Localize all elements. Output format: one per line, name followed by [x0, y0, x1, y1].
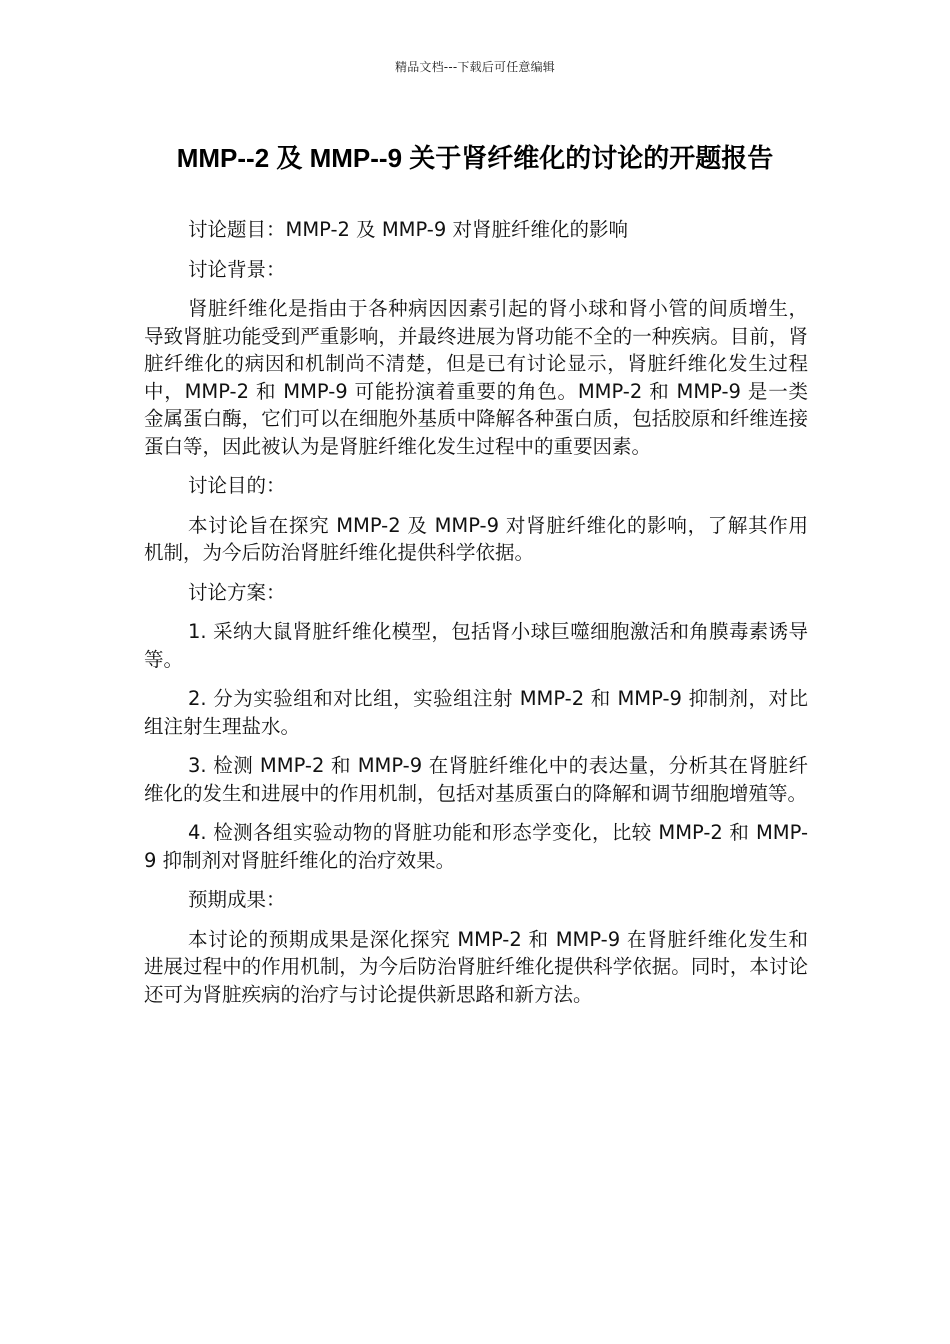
background-heading: 讨论背景：	[188, 257, 286, 281]
purpose-paragraph: 本讨论旨在探究 MMP-2 及 MMP-9 对肾脏纤维化的影响，了解其作用机制，为今后防治肾脏纤维化提供科学依据。	[144, 513, 808, 564]
topic-line: 讨论题目：MMP-2 及 MMP-9 对肾脏纤维化的影响	[188, 218, 628, 241]
outcome-paragraph: 本讨论的预期成果是深化探究 MMP-2 和 MMP-9 在肾脏纤维化发生和进展过程中的作用机制，为今后防治肾脏纤维化提供科学依据。同时，本讨论还可为肾脏疾病的治疗与讨论提供新思路和新方法。	[144, 927, 808, 1006]
document-body	[144, 216, 808, 1020]
plan-heading: 讨论方案：	[188, 580, 286, 604]
background-paragraph: 肾脏纤维化是指由于各种病因因素引起的肾小球和肾小管的间质增生，导致肾脏功能受到严重影响，并最终进展为肾功能不全的一种疾病。目前，肾脏纤维化的病因和机制尚不清楚，但是已有讨论显示，肾脏纤维化发生过程中，MMP-2 和 MMP-9 可能扮演着重要的角色。MMP-2 和 MMP-9 是一类金属蛋白酶，它们可以在细胞外基质中降解各种蛋白质，包括胶原和纤维连接蛋白等，因此被认为是肾脏纤维化发生过程中的重要因素。	[144, 297, 808, 458]
plan-item: 4. 检测各组实验动物的肾脏功能和形态学变化，比较 MMP-2 和 MMP-9 抑制剂对肾脏纤维化的治疗效果。	[144, 821, 808, 872]
purpose-heading: 讨论目的：	[188, 474, 286, 497]
plan-item: 3. 检测 MMP-2 和 MMP-9 在肾脏纤维化中的表达量，分析其在肾脏纤维化的发生和进展中的作用机制，包括对基质蛋白的降解和调节细胞增殖等。	[144, 754, 808, 805]
plan-item: 2. 分为实验组和对比组，实验组注射 MMP-2 和 MMP-9 抑制剂，对比组注射生理盐水。	[144, 687, 808, 738]
outcome-heading: 预期成果：	[188, 888, 286, 911]
header-note: 精品文档---下载后可任意编辑	[395, 60, 555, 74]
document-title: MMP--2 及 MMP--9 关于肾纤维化的讨论的开题报告	[176, 143, 774, 173]
plan-item: 1. 采纳大鼠肾脏纤维化模型，包括肾小球巨噬细胞激活和角膜毒素诱导等。	[144, 620, 808, 671]
